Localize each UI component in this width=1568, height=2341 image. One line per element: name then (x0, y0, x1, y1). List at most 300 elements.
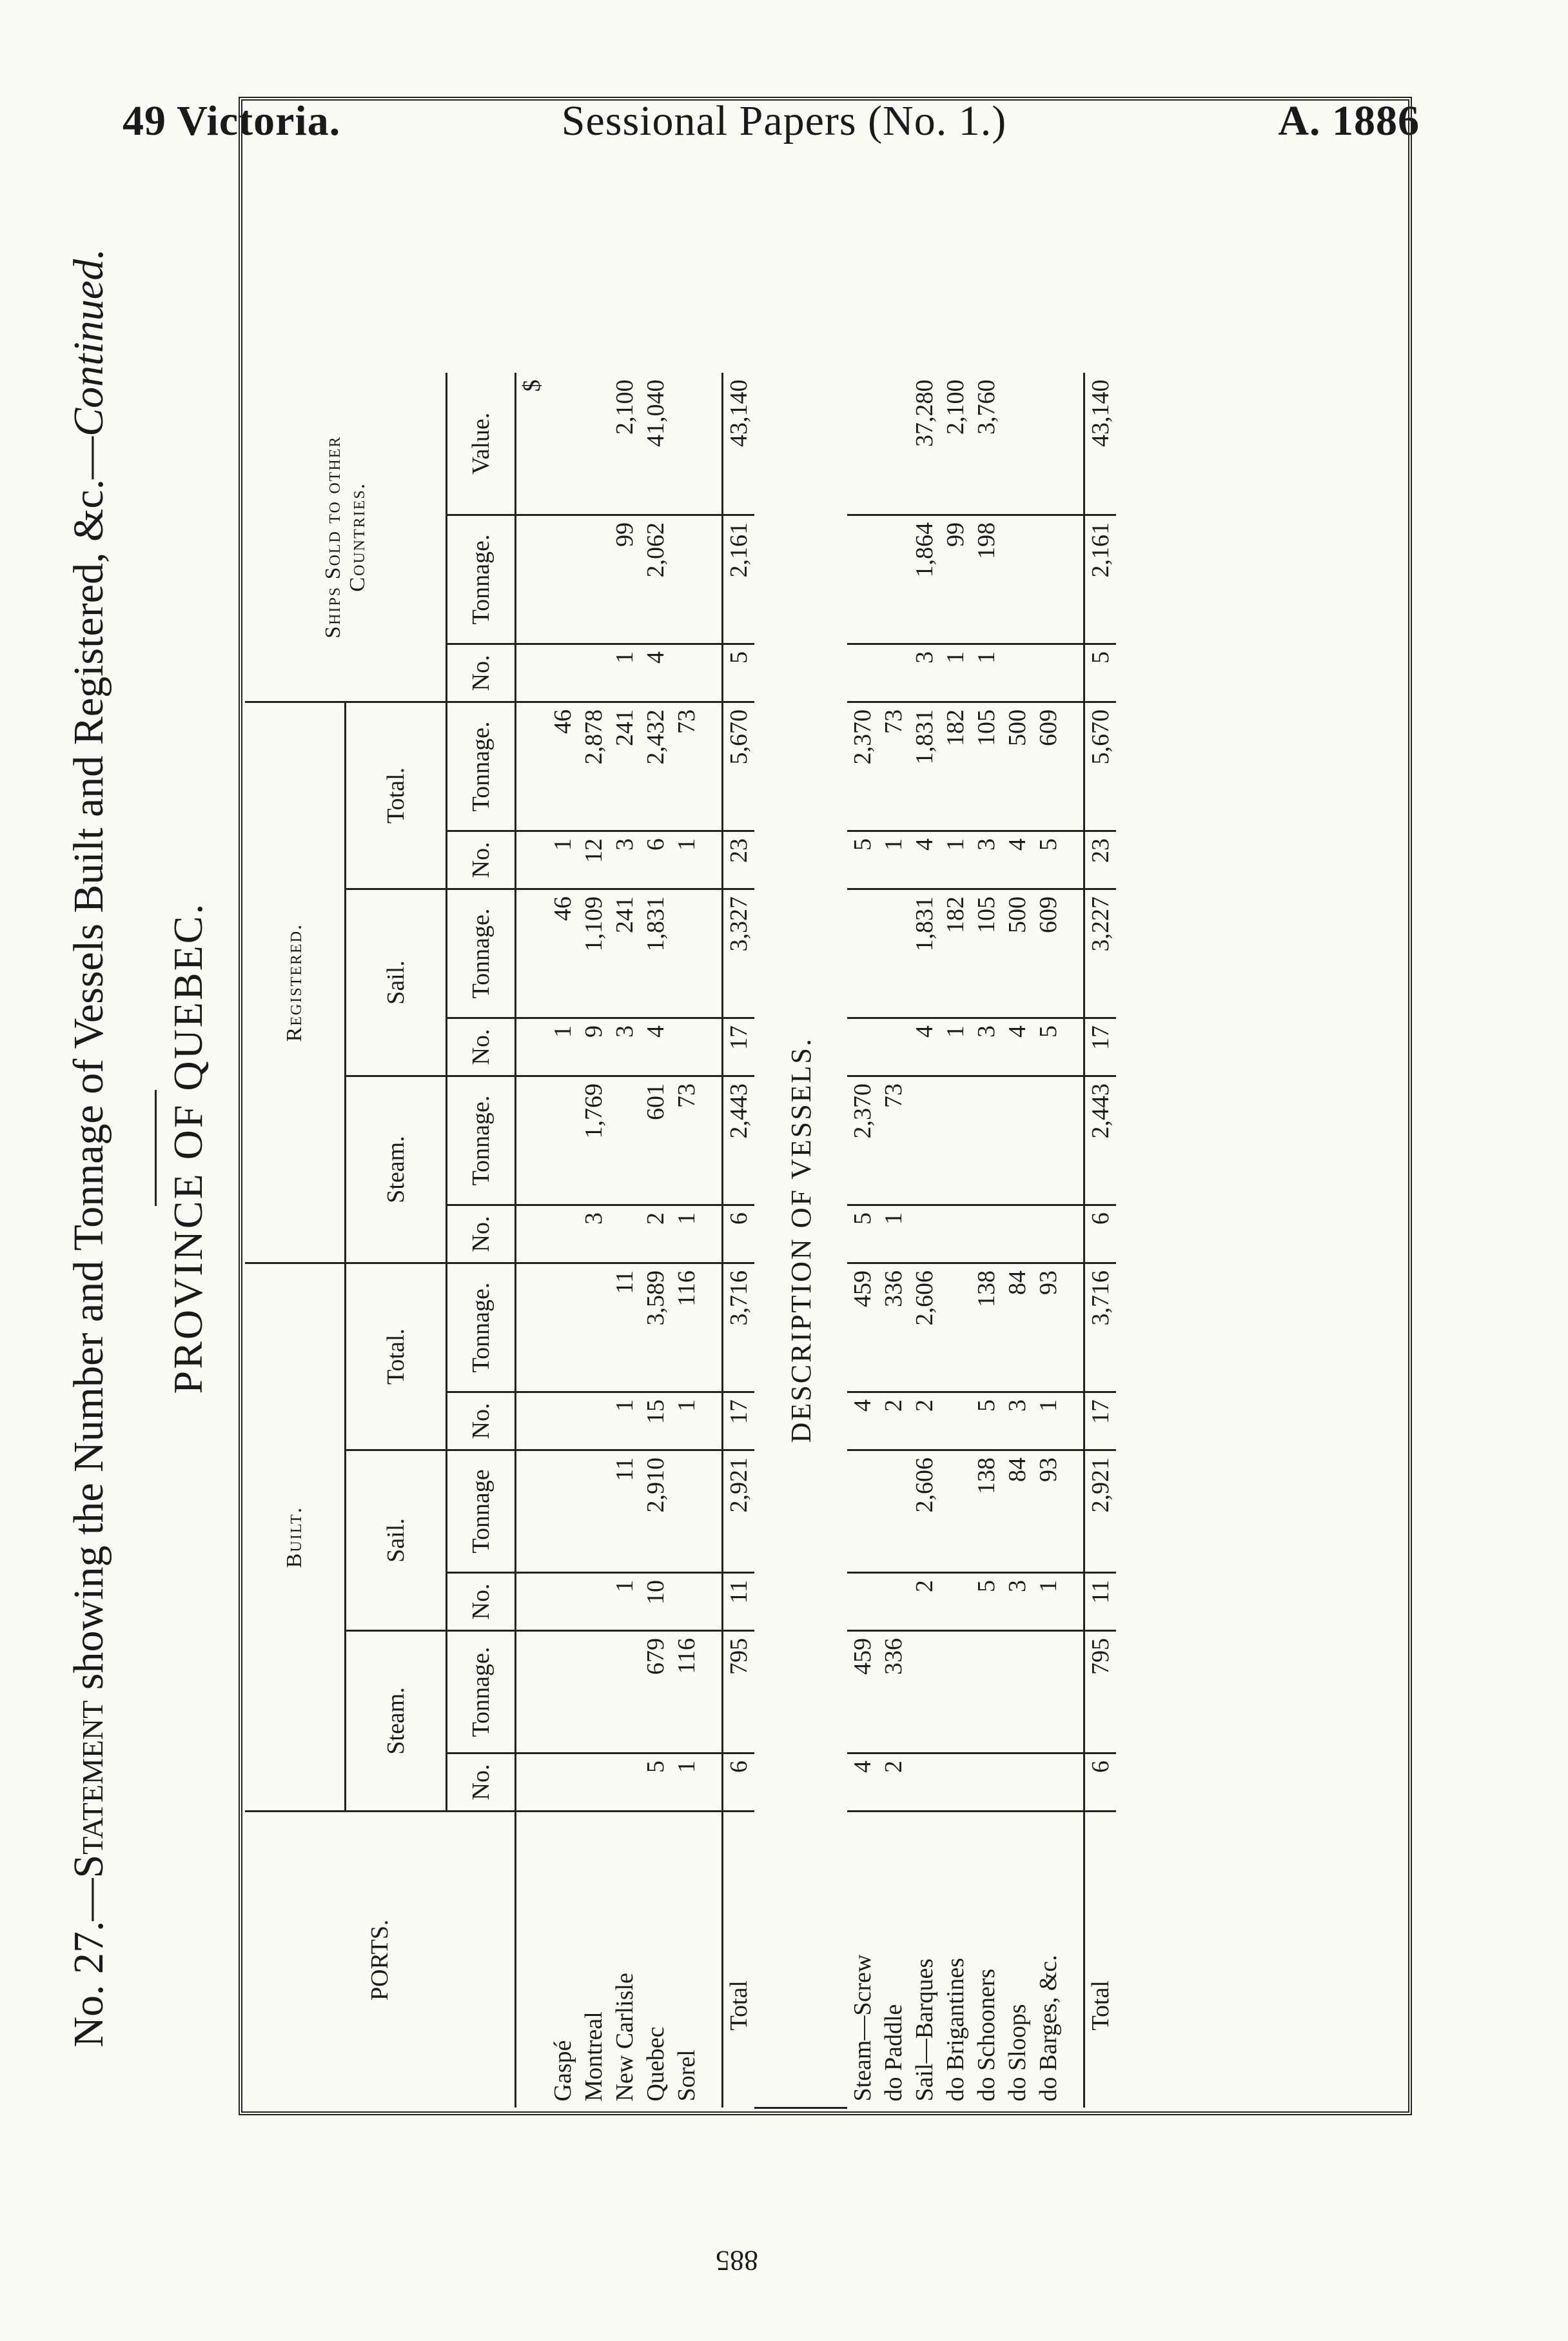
cell-r-sa-no (847, 1018, 878, 1076)
cell-b-st-no: 6 (723, 1753, 755, 1812)
cell-r-st-t (1002, 1076, 1033, 1205)
cell-s-v: 43,140 (1084, 373, 1117, 515)
rotated-statement (64, 84, 1431, 2225)
cell-b-st-t (578, 1631, 609, 1753)
vessels-table (245, 373, 1116, 2109)
cell-s-v (1033, 373, 1064, 515)
cell-s-no (1033, 644, 1064, 702)
col-tonnage: Tonnage. (447, 515, 516, 644)
cell-r-to-no (702, 831, 723, 889)
cell-r-sa-no (702, 1018, 723, 1076)
cell-b-st-t: 795 (1084, 1631, 1117, 1753)
cell-b-to-no: 1 (609, 1392, 640, 1450)
table-row (640, 373, 671, 2108)
cell-s-v: 41,040 (640, 373, 671, 515)
table-row (578, 373, 609, 2108)
cell-b-to-t: 459 (847, 1263, 878, 1392)
cell-r-sa-t: 46 (547, 889, 578, 1018)
cell-b-st-t (940, 1631, 971, 1753)
cell-b-sa-t (547, 1450, 578, 1573)
cell-s-t (878, 515, 909, 644)
cell-b-to-no (1064, 1392, 1084, 1450)
cell-r-to-t: 1,831 (909, 702, 940, 831)
cell-r-st-no (940, 1205, 971, 1263)
cell-r-st-no (609, 1205, 640, 1263)
table-row (609, 373, 640, 2108)
ports-rows (516, 373, 755, 2108)
cell-s-v: 2,100 (609, 373, 640, 515)
row-label: Total (1084, 1812, 1117, 2108)
cell-b-sa-t: 138 (971, 1450, 1002, 1573)
cell-b-to-no (702, 1392, 723, 1450)
cell-r-to-t: 73 (671, 702, 702, 831)
cell-r-to-no: 1 (878, 831, 909, 889)
cell-b-st-no: 6 (1084, 1753, 1117, 1812)
cell-b-to-t (578, 1263, 609, 1392)
cell-b-to-t (702, 1263, 723, 1392)
cell-b-sa-t (1064, 1450, 1084, 1573)
cell-r-to-t: 2,432 (640, 702, 671, 831)
cell-b-to-no (547, 1392, 578, 1450)
cell-r-to-t: 2,878 (578, 702, 609, 831)
table-row (671, 373, 702, 2108)
cell-b-st-t (547, 1631, 578, 1753)
built-steam-header: Steam. (346, 1631, 447, 1812)
cell-s-t (671, 515, 702, 644)
cell-r-st-no (1064, 1205, 1084, 1263)
cell-s-no (547, 644, 578, 702)
cell-s-no (878, 644, 909, 702)
cell-s-no: 1 (940, 644, 971, 702)
row-label: do Barges, &c. (1035, 1955, 1062, 2102)
cell-s-no (847, 644, 878, 702)
cell-s-v (702, 373, 723, 515)
row-label: Montreal (580, 2011, 607, 2102)
cell-b-sa-no (940, 1573, 971, 1631)
cell-r-st-no (702, 1205, 723, 1263)
cell-b-to-no: 17 (1084, 1392, 1117, 1450)
cell-b-st-t (1064, 1631, 1084, 1753)
col-tonnage: Tonnage. (447, 1076, 516, 1205)
cell-r-sa-no (671, 1018, 702, 1076)
cell-s-no: 4 (640, 644, 671, 702)
cell-s-t: 99 (940, 515, 971, 644)
cell-b-to-t: 138 (971, 1263, 1002, 1392)
cell-r-sa-no: 9 (578, 1018, 609, 1076)
col-tonnage: Tonnage. (447, 702, 516, 831)
row-label: Sorel (673, 2050, 700, 2102)
col-no: No. (447, 644, 516, 702)
col-tonnage: Tonnage (447, 1450, 516, 1573)
cell-b-sa-t (878, 1450, 909, 1573)
cell-s-t (578, 515, 609, 644)
cell-b-sa-no (671, 1573, 702, 1631)
cell-b-sa-t (578, 1450, 609, 1573)
cell-r-st-t (909, 1076, 940, 1205)
cell-r-to-t: 73 (878, 702, 909, 831)
col-no: No. (447, 1205, 516, 1263)
cell-r-st-no (1002, 1205, 1033, 1263)
ports-header: PORTS. (245, 1812, 516, 2108)
currency-row (516, 373, 548, 2108)
cell-r-sa-no: 1 (940, 1018, 971, 1076)
cell-s-t: 2,161 (723, 515, 755, 644)
cell-b-st-no (1064, 1753, 1084, 1812)
cell-b-to-t: 93 (1033, 1263, 1064, 1392)
cell-b-to-no: 15 (640, 1392, 671, 1450)
cell-r-st-t (1033, 1076, 1064, 1205)
cell-b-to-t: 3,716 (723, 1263, 755, 1392)
cell-r-sa-no: 17 (723, 1018, 755, 1076)
cell-s-t: 2,062 (640, 515, 671, 644)
cell-r-st-no (547, 1205, 578, 1263)
cell-b-sa-t: 11 (609, 1450, 640, 1573)
total-row (1084, 373, 1117, 2108)
cell-r-st-no: 6 (1084, 1205, 1117, 1263)
cell-s-no: 5 (723, 644, 755, 702)
cell-r-sa-t (878, 889, 909, 1018)
cell-r-st-t: 73 (671, 1076, 702, 1205)
cell-b-st-no (1033, 1753, 1064, 1812)
cell-b-st-t: 459 (847, 1631, 878, 1753)
registered-header: Registered. (245, 702, 346, 1263)
cell-b-st-no (940, 1753, 971, 1812)
cell-r-sa-t (671, 889, 702, 1018)
row-label: Gaspé (549, 2040, 576, 2102)
cell-b-to-no: 17 (723, 1392, 755, 1450)
cell-b-st-t (909, 1631, 940, 1753)
cell-b-st-t: 679 (640, 1631, 671, 1753)
cell-r-sa-no: 5 (1033, 1018, 1064, 1076)
cell-b-sa-no: 10 (640, 1573, 671, 1631)
title-rule (155, 1090, 157, 1206)
cell-s-v: 3,760 (971, 373, 1002, 515)
cell-b-sa-no: 3 (1002, 1573, 1033, 1631)
cell-r-to-no (1064, 831, 1084, 889)
cell-s-no (578, 644, 609, 702)
cell-b-st-t (971, 1631, 1002, 1753)
cell-s-t (1002, 515, 1033, 644)
cell-r-st-t (940, 1076, 971, 1205)
cell-s-v (547, 373, 578, 515)
cell-b-to-no (578, 1392, 609, 1450)
table-row (847, 373, 878, 2108)
cell-s-t: 99 (609, 515, 640, 644)
cell-r-sa-t: 1,109 (578, 889, 609, 1018)
cell-r-sa-no (1064, 1018, 1084, 1076)
cell-b-st-no (909, 1753, 940, 1812)
running-header-right: A. 1886 (1278, 97, 1420, 144)
cell-r-to-t (1064, 702, 1084, 831)
cell-r-sa-t (702, 889, 723, 1018)
province-title: PROVINCE OF QUEBEC. (165, 902, 211, 1394)
cell-r-sa-no: 4 (1002, 1018, 1033, 1076)
cell-r-st-no (971, 1205, 1002, 1263)
cell-b-sa-no: 5 (971, 1573, 1002, 1631)
reg-sail-header: Sail. (346, 889, 447, 1076)
cell-b-to-t (547, 1263, 578, 1392)
cell-r-st-t: 2,443 (723, 1076, 755, 1205)
cell-r-st-t (971, 1076, 1002, 1205)
cell-r-st-no (909, 1205, 940, 1263)
col-value: Value. (447, 373, 516, 515)
col-no: No. (447, 1573, 516, 1631)
row-label: New Carlisle (611, 1973, 638, 2102)
row-label: do Paddle (880, 2004, 907, 2102)
cell-b-to-t: 3,589 (640, 1263, 671, 1392)
cell-r-to-no: 1 (671, 831, 702, 889)
cell-r-st-t: 73 (878, 1076, 909, 1205)
cell-r-sa-no: 1 (547, 1018, 578, 1076)
cell-s-no (1002, 644, 1033, 702)
cell-s-v: 43,140 (723, 373, 755, 515)
currency-symbol: $ (516, 373, 548, 515)
cell-r-to-t: 46 (547, 702, 578, 831)
cell-r-sa-no: 4 (640, 1018, 671, 1076)
row-label: Steam—Screw (849, 1954, 876, 2102)
cell-b-to-t (940, 1263, 971, 1392)
cell-r-st-t (702, 1076, 723, 1205)
cell-r-sa-t: 105 (971, 889, 1002, 1018)
cell-s-t (547, 515, 578, 644)
cell-b-st-no (702, 1753, 723, 1812)
col-no: No. (447, 831, 516, 889)
cell-r-to-t: 105 (971, 702, 1002, 831)
cell-r-st-t (1064, 1076, 1084, 1205)
cell-b-sa-no (578, 1573, 609, 1631)
cell-b-to-no: 1 (671, 1392, 702, 1450)
cell-r-to-no: 5 (847, 831, 878, 889)
cell-r-to-no: 4 (909, 831, 940, 889)
cell-b-st-no: 5 (640, 1753, 671, 1812)
cell-b-st-t (702, 1631, 723, 1753)
table-row (1064, 373, 1084, 2108)
cell-r-to-no: 1 (940, 831, 971, 889)
cell-b-st-no: 2 (878, 1753, 909, 1812)
cell-s-no (1064, 644, 1084, 702)
cell-r-sa-no (878, 1018, 909, 1076)
built-total-header: Total. (346, 1263, 447, 1450)
cell-r-sa-t: 3,227 (1084, 889, 1117, 1018)
cell-r-to-no: 1 (547, 831, 578, 889)
cell-b-sa-no: 1 (609, 1573, 640, 1631)
cell-r-to-t: 241 (609, 702, 640, 831)
cell-b-st-t (1033, 1631, 1064, 1753)
cell-b-sa-no (878, 1573, 909, 1631)
cell-b-st-t (1002, 1631, 1033, 1753)
cell-b-to-t: 116 (671, 1263, 702, 1392)
cell-r-to-t: 609 (1033, 702, 1064, 831)
cell-b-sa-no (547, 1573, 578, 1631)
cell-r-to-no: 5 (1033, 831, 1064, 889)
cell-r-sa-t: 3,327 (723, 889, 755, 1018)
cell-s-v (1064, 373, 1084, 515)
row-label (702, 1812, 723, 2108)
cell-r-sa-no: 17 (1084, 1018, 1117, 1076)
row-label: Sail—Barques (911, 1958, 938, 2102)
cell-r-to-no: 23 (723, 831, 755, 889)
cell-r-sa-t: 241 (609, 889, 640, 1018)
row-label: do Schooners (973, 1968, 1000, 2102)
cell-r-st-t (609, 1076, 640, 1205)
running-header-left: 49 Victoria. (122, 97, 341, 144)
cell-r-to-no: 23 (1084, 831, 1117, 889)
cell-r-st-no: 3 (578, 1205, 609, 1263)
cell-r-sa-no: 3 (971, 1018, 1002, 1076)
cell-r-sa-t: 1,831 (909, 889, 940, 1018)
vessel-rows (847, 373, 1116, 2108)
row-label: do Brigantines (942, 1957, 969, 2102)
cell-r-to-no: 12 (578, 831, 609, 889)
cell-r-to-no: 3 (609, 831, 640, 889)
cell-b-sa-no (702, 1573, 723, 1631)
cell-s-no: 1 (609, 644, 640, 702)
cell-s-v (578, 373, 609, 515)
table-row (971, 373, 1002, 2108)
cell-r-sa-t: 182 (940, 889, 971, 1018)
cell-b-st-no (609, 1753, 640, 1812)
cell-s-v (671, 373, 702, 515)
cell-s-v (847, 373, 878, 515)
cell-s-t (1033, 515, 1064, 644)
cell-r-to-t: 5,670 (723, 702, 755, 831)
cell-r-st-no: 1 (671, 1205, 702, 1263)
cell-b-to-no: 5 (971, 1392, 1002, 1450)
sold-header: Ships Sold to other Countries. (245, 373, 447, 702)
cell-r-to-no: 3 (971, 831, 1002, 889)
cell-b-to-t: 84 (1002, 1263, 1033, 1392)
cell-r-st-t (547, 1076, 578, 1205)
cell-b-to-no: 2 (909, 1392, 940, 1450)
cell-s-v: 37,280 (909, 373, 940, 515)
table-row (940, 373, 971, 2108)
cell-b-to-no: 1 (1033, 1392, 1064, 1450)
col-tonnage: Tonnage. (447, 1263, 516, 1392)
table-row (909, 373, 940, 2108)
cell-b-st-t: 116 (671, 1631, 702, 1753)
cell-r-to-t: 5,670 (1084, 702, 1117, 831)
cell-b-sa-t: 84 (1002, 1450, 1033, 1573)
cell-r-sa-t: 609 (1033, 889, 1064, 1018)
cell-r-st-t: 1,769 (578, 1076, 609, 1205)
cell-b-st-no: 1 (671, 1753, 702, 1812)
cell-b-sa-no (847, 1573, 878, 1631)
table-row (1002, 373, 1033, 2108)
cell-r-sa-t: 1,831 (640, 889, 671, 1018)
cell-s-t (847, 515, 878, 644)
cell-b-sa-no: 11 (723, 1573, 755, 1631)
cell-b-sa-t (847, 1450, 878, 1573)
cell-b-st-no (547, 1753, 578, 1812)
cell-b-to-t: 2,606 (909, 1263, 940, 1392)
cell-b-st-no: 4 (847, 1753, 878, 1812)
col-tonnage: Tonnage. (447, 1631, 516, 1753)
cell-s-t: 2,161 (1084, 515, 1117, 644)
cell-r-to-no: 6 (640, 831, 671, 889)
cell-b-sa-t (940, 1450, 971, 1573)
cell-b-st-t: 336 (878, 1631, 909, 1753)
cell-r-sa-no: 3 (609, 1018, 640, 1076)
cell-s-v (1002, 373, 1033, 515)
cell-r-to-t: 182 (940, 702, 971, 831)
running-header-center: Sessional Papers (No. 1.) (561, 97, 1007, 144)
cell-b-sa-t: 2,921 (723, 1450, 755, 1573)
cell-r-sa-no: 4 (909, 1018, 940, 1076)
cell-s-t: 198 (971, 515, 1002, 644)
table-row (702, 373, 723, 2108)
cell-r-st-no: 6 (723, 1205, 755, 1263)
cell-b-sa-t (671, 1450, 702, 1573)
cell-r-sa-t (1064, 889, 1084, 1018)
cell-b-sa-t: 2,921 (1084, 1450, 1117, 1573)
cell-s-t: 1,864 (909, 515, 940, 644)
cell-r-to-no: 4 (1002, 831, 1033, 889)
cell-r-to-t: 2,370 (847, 702, 878, 831)
cell-s-no: 3 (909, 644, 940, 702)
table-row (1033, 373, 1064, 2108)
cell-b-st-t: 795 (723, 1631, 755, 1753)
cell-b-sa-t: 2,606 (909, 1450, 940, 1573)
table-row (547, 373, 578, 2108)
cell-b-st-no (578, 1753, 609, 1812)
cell-b-to-t: 3,716 (1084, 1263, 1117, 1392)
cell-b-to-t (1064, 1263, 1084, 1392)
cell-b-sa-no: 1 (1033, 1573, 1064, 1631)
cell-b-sa-no: 2 (909, 1573, 940, 1631)
cell-b-st-no (971, 1753, 1002, 1812)
cell-s-no (702, 644, 723, 702)
cell-r-to-t (702, 702, 723, 831)
cell-s-v (878, 373, 909, 515)
cell-r-sa-t (847, 889, 878, 1018)
cell-b-sa-no (1064, 1573, 1084, 1631)
cell-b-sa-t: 2,910 (640, 1450, 671, 1573)
cell-r-to-t: 500 (1002, 702, 1033, 831)
cell-b-to-no: 2 (878, 1392, 909, 1450)
row-label: Quebec (642, 2026, 669, 2102)
built-sail-header: Sail. (346, 1450, 447, 1631)
description-heading: DESCRIPTION OF VESSELS. (754, 373, 847, 2108)
cell-b-sa-t: 93 (1033, 1450, 1064, 1573)
cell-b-to-no (940, 1392, 971, 1450)
row-label: Total (723, 1812, 755, 2108)
statement-title: No. 27.—Statement showing the Number and Tonnage of Vessels Built and Registered, &c.—Continued. (65, 248, 112, 2048)
cell-r-st-t: 2,443 (1084, 1076, 1117, 1205)
col-no: No. (447, 1753, 516, 1812)
reg-total-header: Total. (346, 702, 447, 889)
col-no: No. (447, 1392, 516, 1450)
cell-b-sa-t (702, 1450, 723, 1573)
cell-b-sa-no: 11 (1084, 1573, 1117, 1631)
cell-s-v: 2,100 (940, 373, 971, 515)
col-no: No. (447, 1018, 516, 1076)
col-tonnage: Tonnage. (447, 889, 516, 1018)
cell-b-st-t (609, 1631, 640, 1753)
cell-r-st-no: 1 (878, 1205, 909, 1263)
cell-r-st-t: 2,370 (847, 1076, 878, 1205)
cell-s-t (1064, 515, 1084, 644)
row-label: do Sloops (1004, 2004, 1031, 2102)
cell-s-no: 5 (1084, 644, 1117, 702)
cell-s-no: 1 (971, 644, 1002, 702)
cell-b-to-no: 3 (1002, 1392, 1033, 1450)
row-label (1064, 1812, 1084, 2108)
built-header: Built. (245, 1263, 346, 1812)
reg-steam-header: Steam. (346, 1076, 447, 1263)
cell-r-st-no (1033, 1205, 1064, 1263)
total-row (723, 373, 755, 2108)
cell-r-st-no: 5 (847, 1205, 878, 1263)
